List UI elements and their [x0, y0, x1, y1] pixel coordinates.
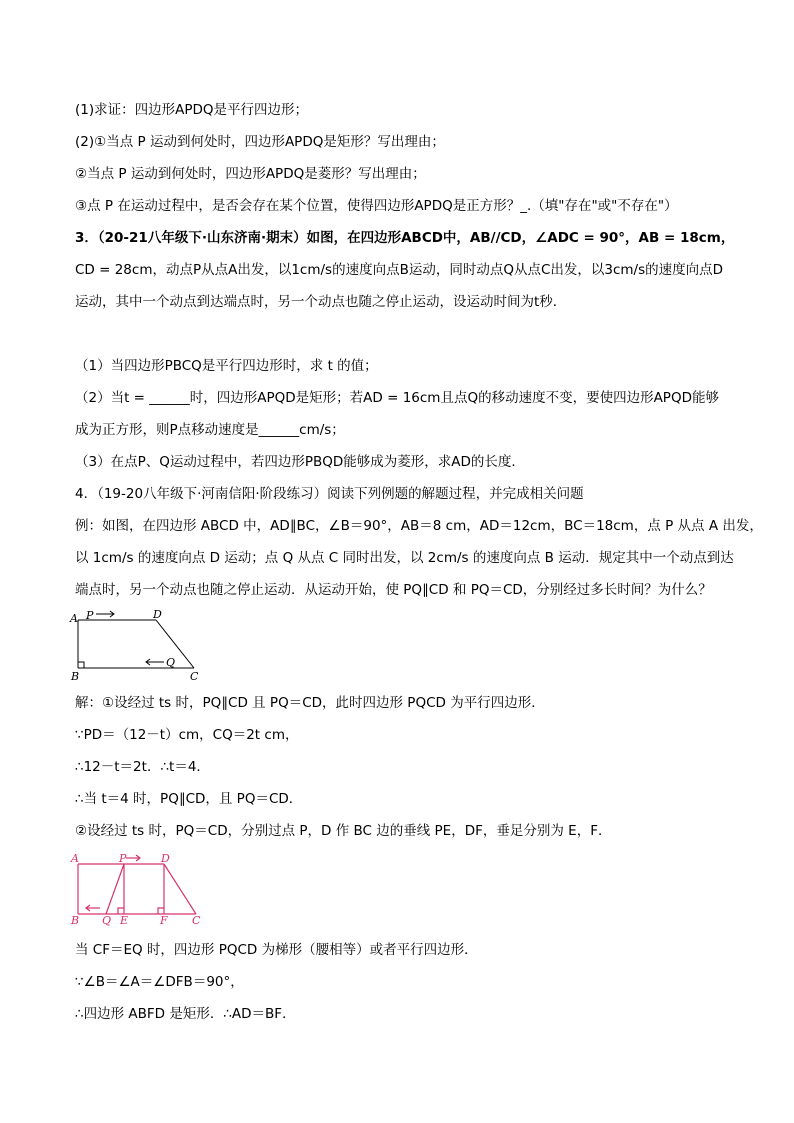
problem-3-heading: 3．（20-21八年级下·山东济南·期末）如图，在四边形ABCD中，AB//CD，∠ADC = 90°，AB = 18cm， [75, 230, 735, 246]
label-d: D [161, 852, 170, 865]
text-line: 解：①设经过 ts 时，PQ∥CD 且 PQ＝CD，此时四边形 PQCD 为平行四边形． [75, 695, 545, 711]
text-line: （2）当t = ______时，四边形APQD是矩形；若AD = 16cm且点Q的移动速度不变，要使四边形APQD能够 [75, 390, 719, 406]
text-line: （3）在点P、Q运动过程中，若四边形PBQD能够成为菱形，求AD的长度． [75, 454, 525, 470]
text-line: ②设经过 ts 时，PQ＝CD，分别过点 P，D 作 BC 边的垂线 PE，DF，垂足分别为 E，F． [75, 823, 612, 839]
text-line: CD = 28cm，动点P从点A出发，以1cm/s的速度向点B运动，同时动点Q从点C出发，以3cm/s的速度向点D [75, 262, 724, 278]
label-b: B [71, 670, 80, 682]
text-line: ∴12－t＝2t．∴t＝4． [75, 759, 210, 775]
text-line: ∴当 t＝4 时，PQ∥CD，且 PQ＝CD． [75, 791, 303, 807]
text-line: （1）当四边形PBCQ是平行四边形时，求 t 的值； [75, 358, 378, 374]
label-f: F [160, 914, 168, 926]
label-a: A [70, 612, 78, 625]
text-line: ∴四边形 ABFD 是矩形．∴AD＝BF． [75, 1006, 296, 1022]
text-line: 以 1cm/s 的速度向点 D 运动；点 Q 从点 C 同时出发，以 2cm/s 的速度向点 B 运动．规定其中一个动点到达 [75, 550, 734, 566]
text-line: ③点 P 在运动过程中，是否会存在某个位置，使得四边形APDQ是正方形？_.（填"存在"或"不存在"） [75, 198, 678, 214]
label-p: P [86, 609, 94, 622]
text-line: 端点时，另一个动点也随之停止运动．从运动开始，使 PQ∥CD 和 PQ＝CD，分别经过多长时间？为什么？ [75, 582, 712, 598]
label-d: D [153, 608, 162, 621]
figure-trapezoid-2 [68, 848, 208, 926]
text-line: 成为正方形，则P点移动速度是______cm/s； [75, 422, 345, 438]
label-q: Q [102, 914, 112, 926]
label-c: C [190, 670, 199, 682]
text-line: ②当点 P 运动到何处时，四边形APDQ是菱形？写出理由； [75, 166, 426, 182]
text-line: (2)①当点 P 运动到何处时，四边形APDQ是矩形？写出理由； [75, 134, 445, 150]
label-p: P [119, 852, 127, 865]
label-e: E [120, 914, 129, 926]
text-line: 例：如图，在四边形 ABCD 中，AD∥BC，∠B＝90°，AB＝8 cm，AD＝12cm，BC＝18cm，点 P 从点 A 出发， [75, 518, 763, 534]
text-line: (1)求证：四边形APDQ是平行四边形； [75, 102, 309, 118]
text-line: 当 CF＝EQ 时，四边形 PQCD 为梯形（腰相等）或者平行四边形． [75, 942, 478, 958]
text-line: ∵∠B＝∠A＝∠DFB＝90°， [75, 974, 244, 990]
label-c: C [192, 914, 201, 926]
text-line: 运动，其中一个动点到达端点时，另一个动点也随之停止运动，设运动时间为t秒． [75, 294, 567, 310]
text-line: ∵PD＝（12－t）cm，CQ＝2t cm， [75, 727, 299, 743]
label-a: A [71, 852, 79, 865]
label-q: Q [166, 656, 176, 669]
label-b: B [71, 914, 80, 926]
problem-4-heading: 4．（19-20八年级下·河南信阳·阶段练习）阅读下列例题的解题过程，并完成相关问题 [75, 486, 584, 502]
figure-trapezoid-1 [68, 606, 208, 682]
